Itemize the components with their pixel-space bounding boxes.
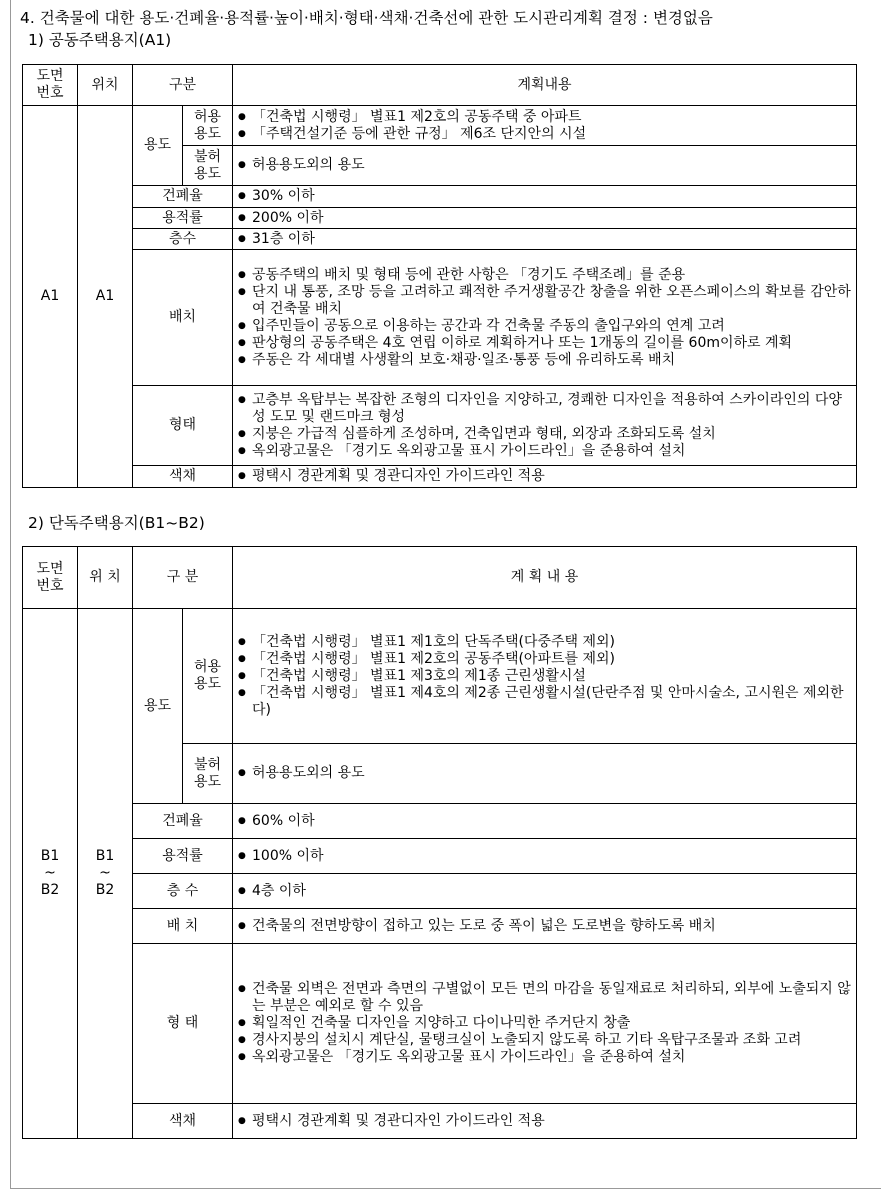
list-item: ● 허용용도외의 용도 xyxy=(237,765,852,782)
color-content xyxy=(233,466,857,488)
table-row xyxy=(23,106,857,146)
table-row xyxy=(23,909,857,944)
list-item: ● 주동은 각 세대별 사생활의 보호·채광·일조·통풍 등에 유리하도록 배치 xyxy=(237,352,852,369)
layout-label: 배치 xyxy=(133,250,233,386)
list-item: ● 단지 내 통풍, 조망 등을 고려하고 쾌적한 주거생활공간 창출을 위한 오픈스페이스의 확보를 감안하여 건축물 배치 xyxy=(237,284,852,318)
table-row xyxy=(23,839,857,874)
disallowed-use-content xyxy=(233,146,857,186)
page-border-bottom xyxy=(10,1188,881,1189)
floors-content xyxy=(233,229,857,250)
color-label: 색채 xyxy=(133,466,233,488)
document-heading: 4. 건축물에 대한 용도·건폐율·용적률·높이·배치·형태·색채·건축선에 관한 도시관리계획 결정 : 변경없음 xyxy=(20,9,713,27)
allowed-use-label: 허용 용도 xyxy=(183,609,233,744)
far-content xyxy=(233,839,857,874)
list-item: ● 입주민들이 공동으로 이용하는 공간과 각 건축물 주동의 출입구와의 연계 고려 xyxy=(237,318,852,335)
list-item: ● 평택시 경관계획 및 경관디자인 가이드라인 적용 xyxy=(237,1113,852,1130)
header-plan: 계획내용 xyxy=(233,65,857,106)
table-row xyxy=(23,466,857,488)
header-drawing-no: 도면 번호 xyxy=(23,65,78,106)
far-label: 용적률 xyxy=(133,208,233,229)
list-item: ● 건축물의 전면방향이 접하고 있는 도로 중 폭이 넓은 도로변을 향하도록 배치 xyxy=(237,918,852,935)
list-item: ● 「건축법 시행령」 별표1 제3호의 제1종 근린생활시설 xyxy=(237,668,852,685)
floors-label: 층수 xyxy=(133,229,233,250)
list-item: ● 200% 이하 xyxy=(237,210,852,227)
table-row xyxy=(23,804,857,839)
table-row xyxy=(23,386,857,466)
use-label: 용도 xyxy=(133,106,183,186)
use-label: 용도 xyxy=(133,609,183,804)
list-item: ● 「건축법 시행령」 별표1 제2호의 공동주택 중 아파트 xyxy=(237,109,852,126)
table-row xyxy=(23,874,857,909)
table-row xyxy=(23,208,857,229)
table-header-row xyxy=(23,65,857,106)
header-category: 구 분 xyxy=(133,547,233,609)
disallowed-use-content xyxy=(233,744,857,804)
form-label: 형 태 xyxy=(133,944,233,1104)
list-item: ● 4층 이하 xyxy=(237,883,852,900)
color-label: 색채 xyxy=(133,1104,233,1139)
list-item: ● 공동주택의 배치 및 형태 등에 관한 사항은 「경기도 주택조례」를 준용 xyxy=(237,267,852,284)
header-location: 위치 xyxy=(78,65,133,106)
list-item: ● 옥외광고물은 「경기도 옥외광고물 표시 가이드라인」을 준용하여 설치 xyxy=(237,1049,852,1066)
form-content xyxy=(233,944,857,1104)
table-row xyxy=(23,609,857,744)
table-row xyxy=(23,944,857,1104)
list-item: ● 허용용도외의 용도 xyxy=(237,157,852,174)
list-item: ● 판상형의 공동주택은 4호 연립 이하로 계획하거나 또는 1개동의 길이를 60m이하로 계획 xyxy=(237,335,852,352)
table-row xyxy=(23,229,857,250)
section1-title: 1) 공동주택용지(A1) xyxy=(28,31,172,49)
header-drawing-no: 도면 번호 xyxy=(23,547,78,609)
far-content xyxy=(233,208,857,229)
list-item: ● 옥외광고물은 「경기도 옥외광고물 표시 가이드라인」을 준용하여 설치 xyxy=(237,443,852,460)
section2-title: 2) 단독주택용지(B1~B2) xyxy=(28,514,205,532)
allowed-use-content xyxy=(233,106,857,146)
list-item: ● 100% 이하 xyxy=(237,848,852,865)
coverage-content xyxy=(233,186,857,208)
list-item: ● 30% 이하 xyxy=(237,188,852,205)
list-item: ● 획일적인 건축물 디자인을 지양하고 다이나믹한 주거단지 창출 xyxy=(237,1015,852,1032)
list-item: ● 「건축법 시행령」 별표1 제4호의 제2종 근린생활시설(단란주점 및 안마시술소, 고시원은 제외한다) xyxy=(237,685,852,719)
table-header-row xyxy=(23,547,857,609)
list-item: ● 「주택건설기준 등에 관한 규정」 제6조 단지안의 시설 xyxy=(237,126,852,143)
far-label: 용적률 xyxy=(133,839,233,874)
floors-label: 층 수 xyxy=(133,874,233,909)
form-content xyxy=(233,386,857,466)
table-row xyxy=(23,250,857,386)
list-item: ● 31층 이하 xyxy=(237,231,852,248)
apartment-plan-table xyxy=(22,64,857,488)
list-item: ● 지붕은 가급적 심플하게 조성하며, 건축입면과 형태, 외장과 조화되도록 설치 xyxy=(237,426,852,443)
list-item: ● 「건축법 시행령」 별표1 제2호의 공동주택(아파트를 제외) xyxy=(237,651,852,668)
page-border-left xyxy=(10,0,11,1188)
allowed-use-content xyxy=(233,609,857,744)
disallowed-use-label: 불허 용도 xyxy=(183,146,233,186)
header-plan: 계 획 내 용 xyxy=(233,547,857,609)
layout-content xyxy=(233,250,857,386)
coverage-label: 건폐율 xyxy=(133,804,233,839)
layout-content xyxy=(233,909,857,944)
list-item: ● 경사지붕의 설치시 계단실, 물탱크실이 노출되지 않도록 하고 기타 옥탑구조물과 조화 고려 xyxy=(237,1032,852,1049)
color-content xyxy=(233,1104,857,1139)
coverage-label: 건폐율 xyxy=(133,186,233,208)
list-item: ● 60% 이하 xyxy=(237,813,852,830)
detached-house-plan-table xyxy=(22,546,857,1139)
location-cell: A1 xyxy=(78,106,133,488)
allowed-use-label: 허용 용도 xyxy=(183,106,233,146)
form-label: 형태 xyxy=(133,386,233,466)
list-item: ● 「건축법 시행령」 별표1 제1호의 단독주택(다중주택 제외) xyxy=(237,634,852,651)
coverage-content xyxy=(233,804,857,839)
disallowed-use-label: 불허 용도 xyxy=(183,744,233,804)
header-location: 위 치 xyxy=(78,547,133,609)
floors-content xyxy=(233,874,857,909)
layout-label: 배 치 xyxy=(133,909,233,944)
table-row xyxy=(23,1104,857,1139)
location-cell: B1 ~ B2 xyxy=(78,609,133,1139)
drawing-no-cell: B1 ~ B2 xyxy=(23,609,78,1139)
table-row xyxy=(23,186,857,208)
list-item: ● 고층부 옥탑부는 복잡한 조형의 디자인을 지양하고, 경쾌한 디자인을 적용하여 스카이라인의 다양성 도모 및 랜드마크 형성 xyxy=(237,392,852,426)
list-item: ● 평택시 경관계획 및 경관디자인 가이드라인 적용 xyxy=(237,468,852,485)
header-category: 구분 xyxy=(133,65,233,106)
drawing-no-cell: A1 xyxy=(23,106,78,488)
list-item: ● 건축물 외벽은 전면과 측면의 구별없이 모든 면의 마감을 동일재료로 처리하되, 외부에 노출되지 않는 부분은 예외로 할 수 있음 xyxy=(237,981,852,1015)
